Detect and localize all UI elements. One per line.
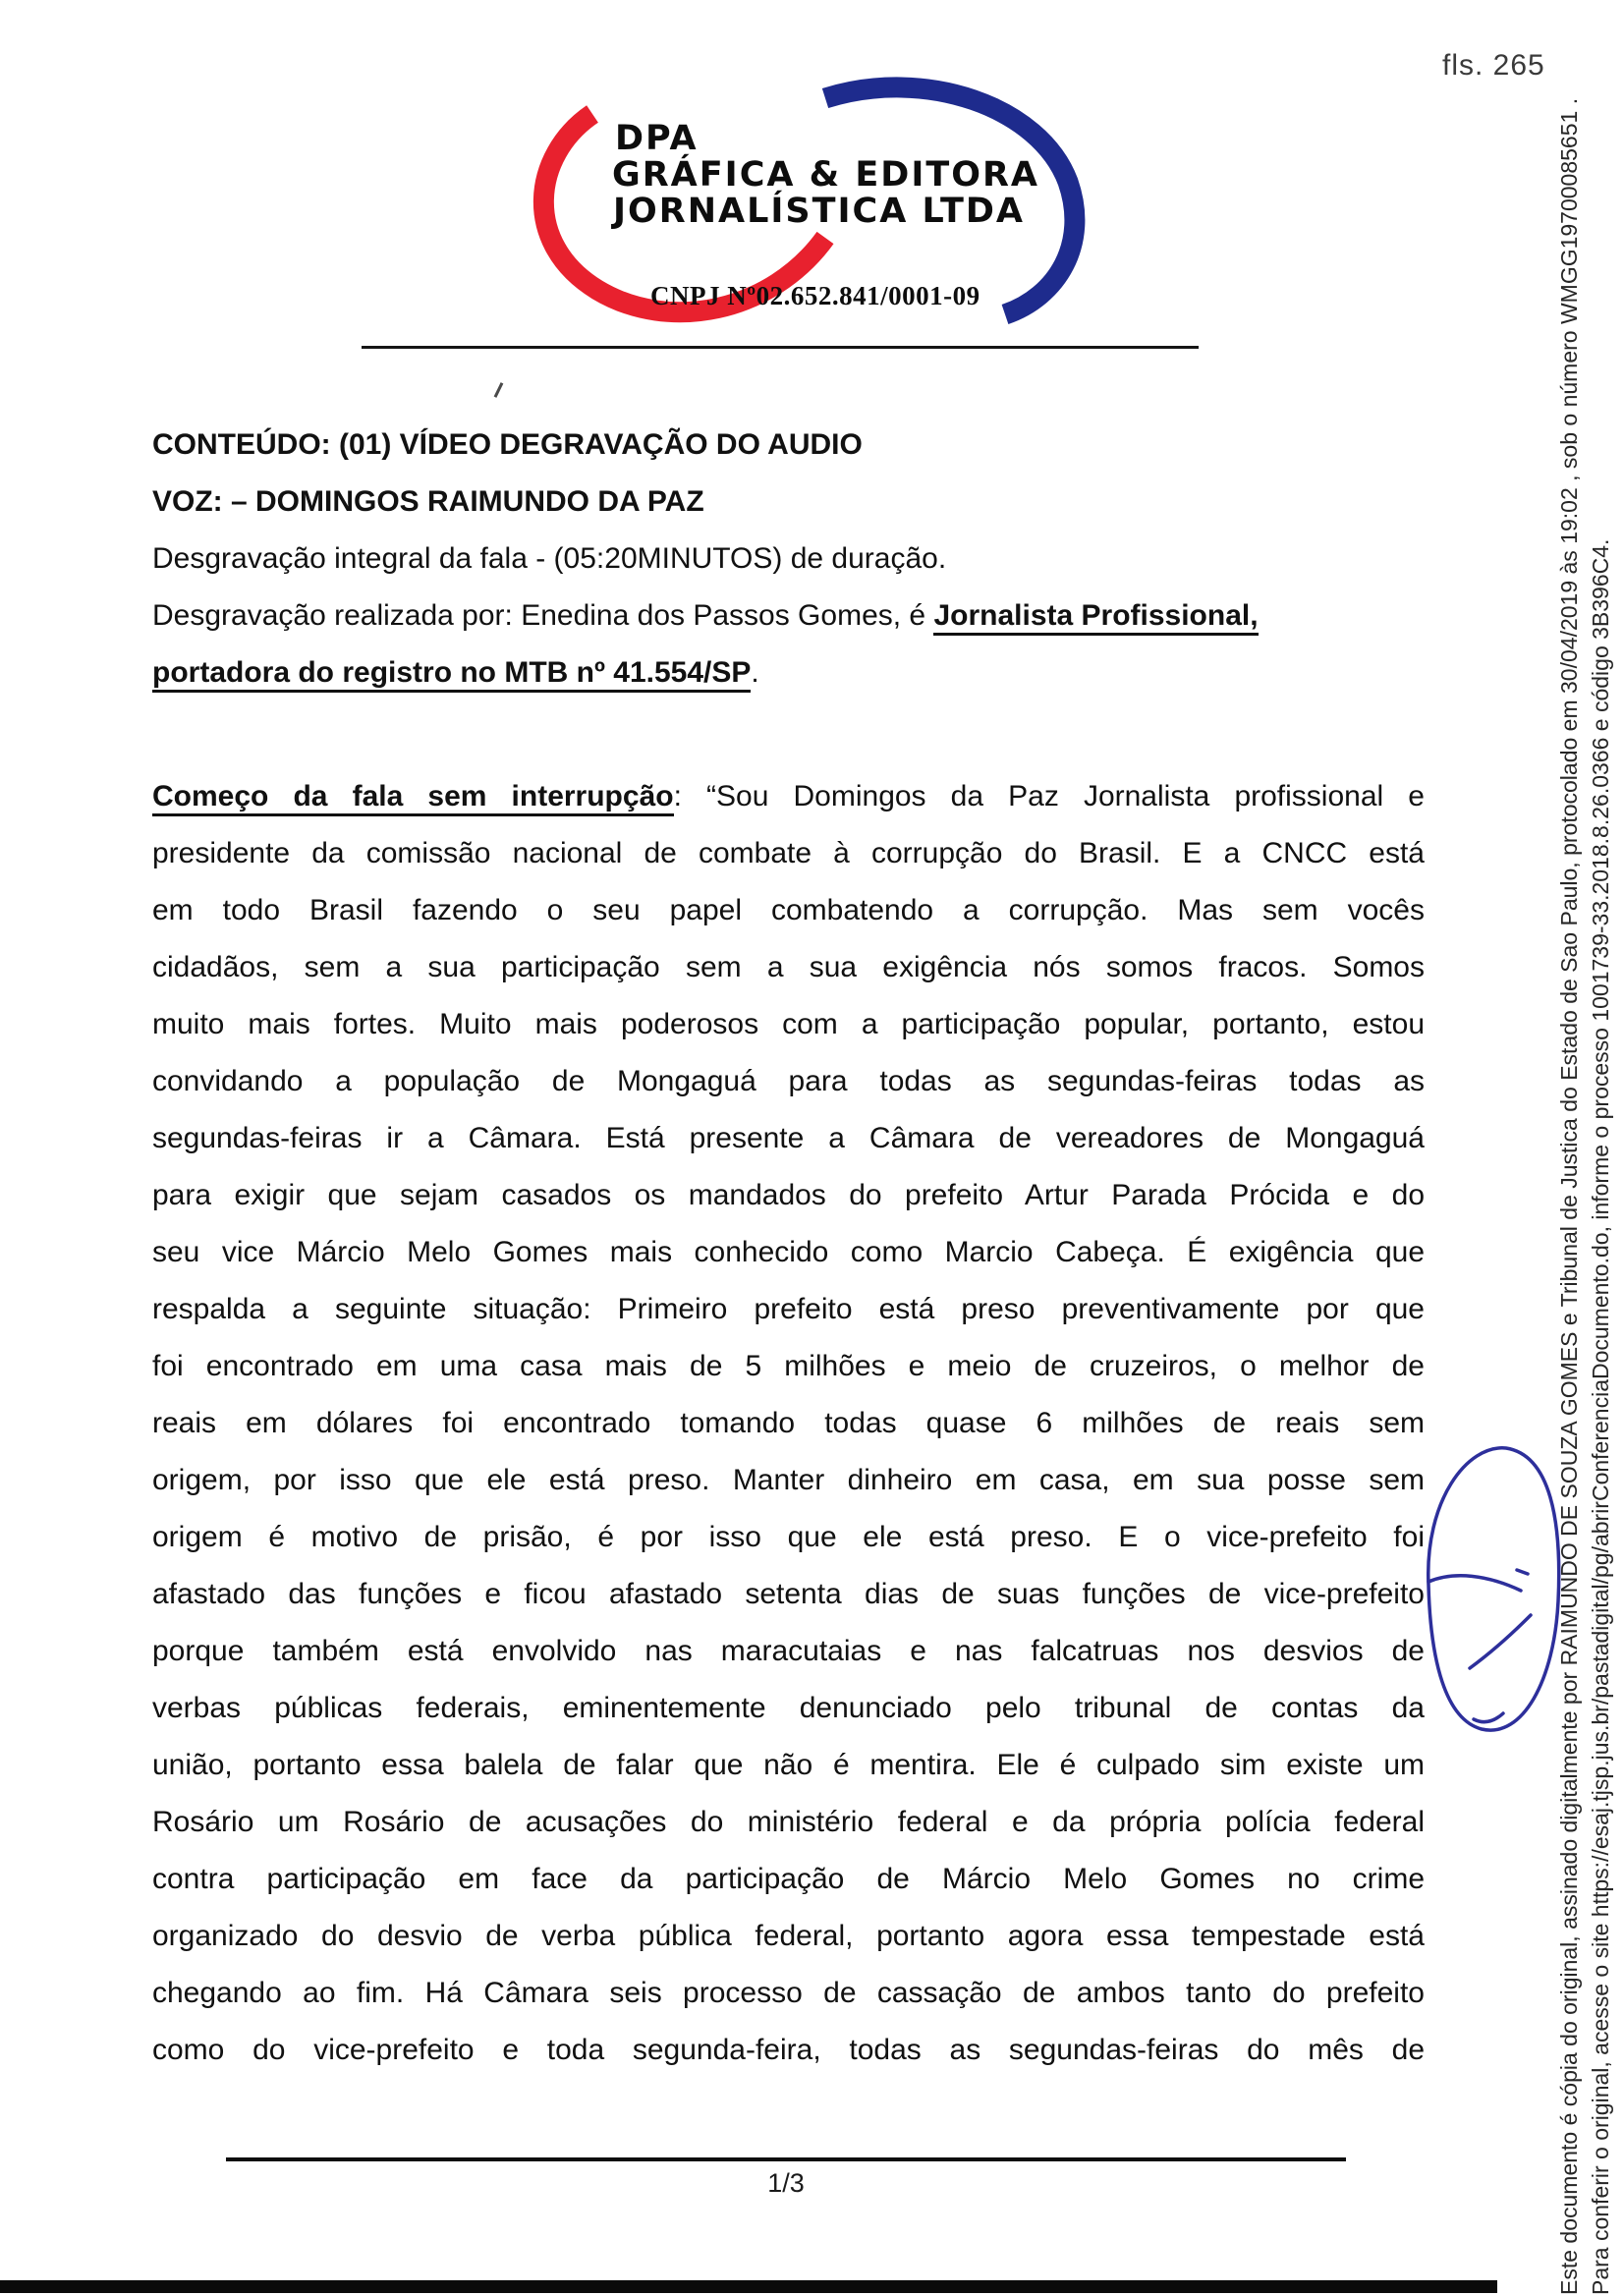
transcriber-line-regular: Desgravação realizada por: Enedina dos Passos Gomes, é — [152, 599, 934, 632]
signature-scribble — [1413, 1432, 1585, 1757]
body-line: muito mais fortes. Muito mais poderosos com a participação popular, portanto, estou — [152, 1008, 1425, 1040]
body-line: reais em dólares foi encontrado tomando todas quase 6 milhões de reais sem — [152, 1407, 1425, 1439]
body-line: origem é motivo de prisão, é por isso que ele está preso. E o vice-prefeito foi — [152, 1521, 1425, 1553]
digital-signature-stamp-line-2: Para conferir o original, acesse o site https://esaj.tjsp.jus.br/pastadigital/pg/abrirConferenciaDocumento.do, informe o processo 1001739-33.2018.8.26.0366 e código 3B396C4. — [1588, 538, 1613, 2295]
logo-line-3: JORNALÍSTICA LTDA — [613, 192, 1026, 231]
body-line: presidente da comissão nacional de combate à corrupção do Brasil. E a CNCC está — [152, 837, 1425, 869]
voice-line: VOZ: – DOMINGOS RAIMUNDO DA PAZ — [152, 485, 704, 518]
scan-edge-bar — [0, 2280, 1497, 2293]
body-line: convidando a população de Mongaguá para todas as segundas-feiras todas as — [152, 1065, 1425, 1097]
body-line: organizado do desvio de verba pública federal, portanto agora essa tempestade está — [152, 1920, 1425, 1952]
body-line: Rosário um Rosário de acusações do ministério federal e da própria polícia federal — [152, 1806, 1425, 1838]
body-line: chegando ao fim. Há Câmara seis processo de cassação de ambos tanto do prefeito — [152, 1977, 1425, 2009]
body-line: cidadãos, sem a sua participação sem a sua exigência nós somos fracos. Somos — [152, 951, 1425, 983]
body-line: seu vice Márcio Melo Gomes mais conhecido como Marcio Cabeça. É exigência que — [152, 1236, 1425, 1268]
transcriber-line-emphasis: Jornalista Profissional, — [933, 599, 1258, 636]
logo-line-1: DPA — [615, 119, 699, 158]
transcription-body — [152, 768, 1425, 2079]
page-number-stamp: fls. 265 — [1442, 49, 1545, 82]
footer-divider-line — [226, 2157, 1346, 2161]
body-line: segundas-feiras ir a Câmara. Está presente a Câmara de vereadores de Mongaguá — [152, 1122, 1425, 1154]
body-line: foi encontrado em uma casa mais de 5 milhões e meio de cruzeiros, o melhor de — [152, 1350, 1425, 1382]
body-line: para exigir que sejam casados os mandados do prefeito Artur Parada Prócida e do — [152, 1179, 1425, 1211]
body-line: união, portanto essa balela de falar que não é mentira. Ele é culpado sim existe um — [152, 1749, 1425, 1781]
document-header-block — [152, 417, 1425, 701]
company-logo — [543, 88, 1086, 388]
content-line: CONTEÚDO: (01) VÍDEO DEGRAVAÇÃO DO AUDIO — [152, 428, 863, 461]
signature-scribble-strokes — [1413, 1432, 1585, 1757]
body-line: origem, por isso que ele está preso. Manter dinheiro em casa, em sua posse sem — [152, 1464, 1425, 1496]
body-line: afastado das funções e ficou afastado setenta dias de suas funções de vice-prefeito — [152, 1578, 1425, 1610]
body-line — [152, 768, 1425, 825]
page-indicator: 1/3 — [767, 2168, 805, 2198]
body-line: porque também está envolvido nas maracutaias e nas falcatruas nos desvios de — [152, 1635, 1425, 1667]
registry-line-emphasis: portadora do registro no MTB nº 41.554/SP — [152, 656, 751, 693]
registry-line-period: . — [751, 656, 759, 689]
body-line: como do vice-prefeito e toda segunda-feira, todas as segundas-feiras do mês de — [152, 2034, 1425, 2066]
transcriber-line — [152, 588, 1425, 644]
logo-line-2: GRÁFICA & EDITORA — [612, 155, 1040, 195]
company-cnpj: CNPJ Nº02.652.841/0001-09 — [650, 281, 980, 310]
digital-signature-stamp-line-1: Este documento é cópia do original, assinado digitalmente por RAIMUNDO DE SOUZA GOMES e Tribunal de Justica do Estado de Sao Paulo, protocolado em 30/04/2019 às 19:02 , sob o número WMGG19700085651 . — [1556, 97, 1582, 2295]
body-line: respalda a seguinte situação: Primeiro prefeito está preso preventivamente por que — [152, 1293, 1425, 1325]
body-line: verbas públicas federais, eminentemente denunciado pelo tribunal de contas da — [152, 1692, 1425, 1724]
body-line: em todo Brasil fazendo o seu papel combatendo a corrupção. Mas sem vocês — [152, 894, 1425, 926]
speech-start-rest: : “Sou Domingos da Paz Jornalista profissional e — [673, 780, 1425, 812]
registry-line — [152, 644, 1425, 701]
letterhead-divider-line — [362, 346, 1199, 349]
duration-line: Desgravação integral da fala - (05:20MINUTOS) de duração. — [152, 542, 947, 575]
speech-start-label: Começo da fala sem interrupção — [152, 780, 674, 816]
pen-tick-mark — [494, 382, 504, 398]
body-line: contra participação em face da participação de Márcio Melo Gomes no crime — [152, 1863, 1425, 1895]
